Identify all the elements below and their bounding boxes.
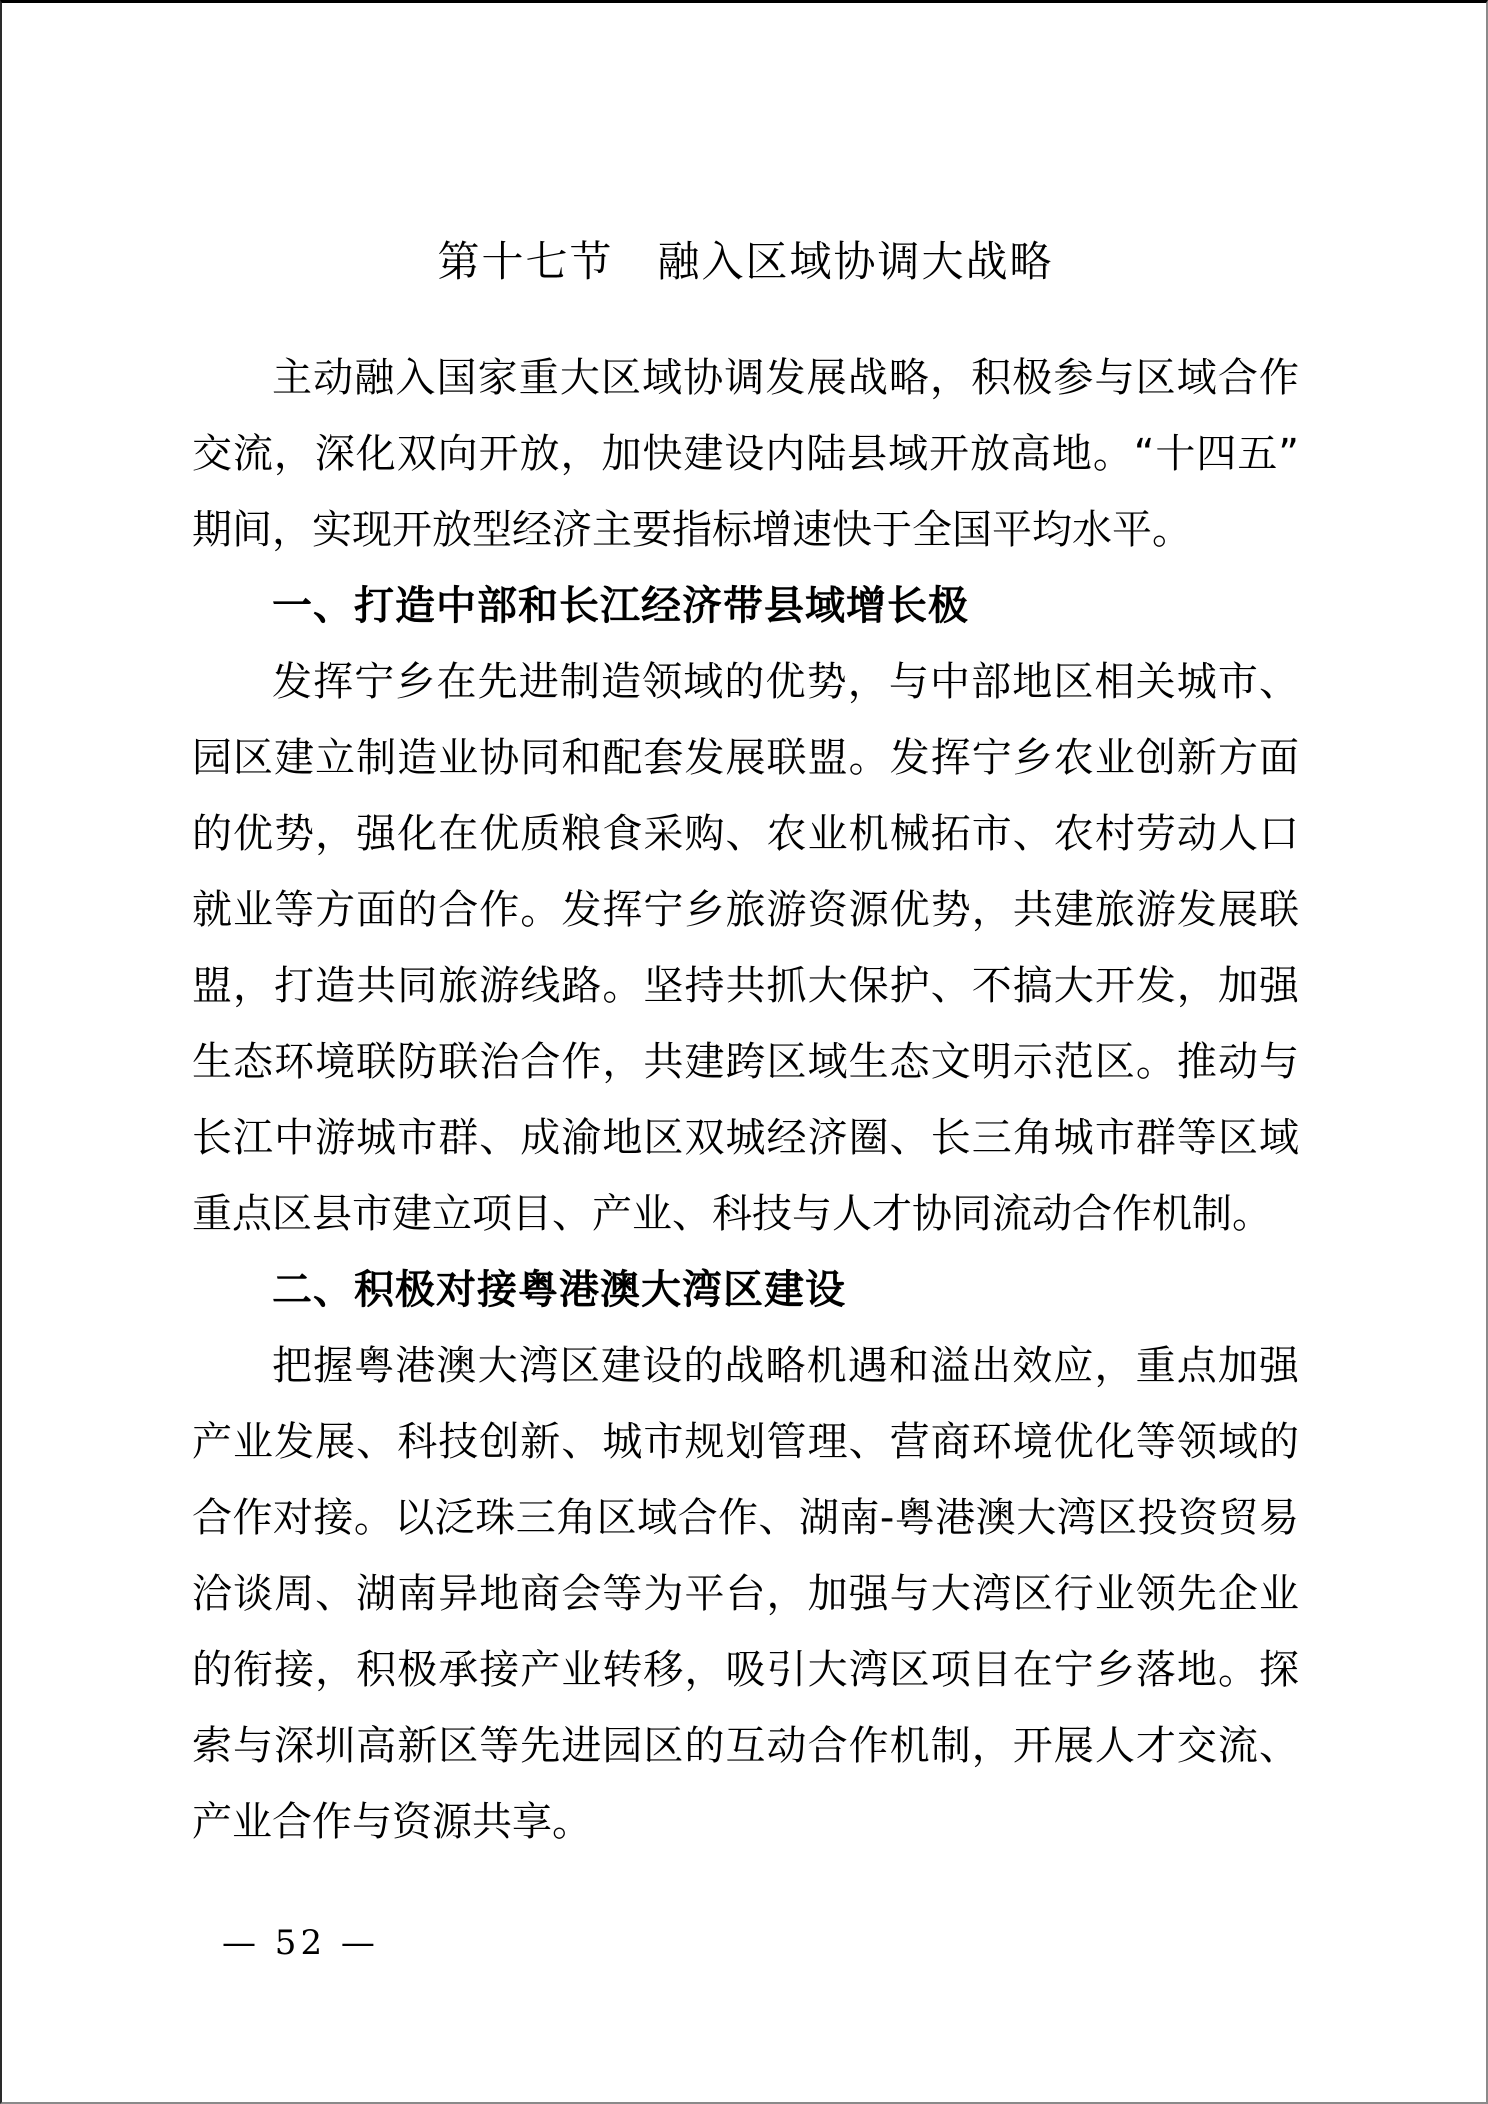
body-line: 合作对接。以泛珠三角区域合作、湖南-粤港澳大湾区投资贸易 xyxy=(192,1495,1299,1541)
body-line: 期间，实现开放型经济主要指标增速快于全国平均水平。 xyxy=(192,507,1192,553)
body-line: 发挥宁乡在先进制造领域的优势，与中部地区相关城市、 xyxy=(272,659,1299,705)
body-line: 重点区县市建立项目、产业、科技与人才协同流动合作机制。 xyxy=(192,1191,1272,1237)
body-line: 把握粤港澳大湾区建设的战略机遇和溢出效应，重点加强 xyxy=(272,1343,1299,1389)
body-line: 就业等方面的合作。发挥宁乡旅游资源优势，共建旅游发展联 xyxy=(192,887,1299,933)
text-block xyxy=(192,224,1299,1860)
section-heading: 一、打造中部和长江经济带县域增长极 xyxy=(272,583,969,629)
body-line: 产业发展、科技创新、城市规划管理、营商环境优化等领域的 xyxy=(192,1419,1299,1465)
body-line: 的衔接，积极承接产业转移，吸引大湾区项目在宁乡落地。探 xyxy=(192,1647,1299,1693)
body-line: 主动融入国家重大区域协调发展战略，积极参与区域合作 xyxy=(272,355,1299,401)
section-title: 第十七节 融入区域协调大战略 xyxy=(437,237,1054,286)
body-line: 园区建立制造业协同和配套发展联盟。发挥宁乡农业创新方面 xyxy=(192,735,1299,781)
body-line: 交流，深化双向开放，加快建设内陆县域开放高地。“十四五” xyxy=(192,431,1299,477)
body-line: 产业合作与资源共享。 xyxy=(192,1799,592,1845)
body-line: 的优势，强化在优质粮食采购、农业机械拓市、农村劳动人口 xyxy=(192,811,1299,857)
page-number: — 52 — xyxy=(222,1923,379,1963)
body-line: 生态环境联防联治合作，共建跨区域生态文明示范区。推动与 xyxy=(192,1039,1299,1085)
body-line: 盟，打造共同旅游线路。坚持共抓大保护、不搞大开发，加强 xyxy=(192,963,1299,1009)
body-line: 洽谈周、湖南异地商会等为平台，加强与大湾区行业领先企业 xyxy=(192,1571,1299,1617)
body-line: 索与深圳高新区等先进园区的互动合作机制，开展人才交流、 xyxy=(192,1723,1299,1769)
body-line: 长江中游城市群、成渝地区双城经济圈、长三角城市群等区域 xyxy=(192,1115,1299,1161)
section-heading: 二、积极对接粤港澳大湾区建设 xyxy=(272,1267,846,1313)
